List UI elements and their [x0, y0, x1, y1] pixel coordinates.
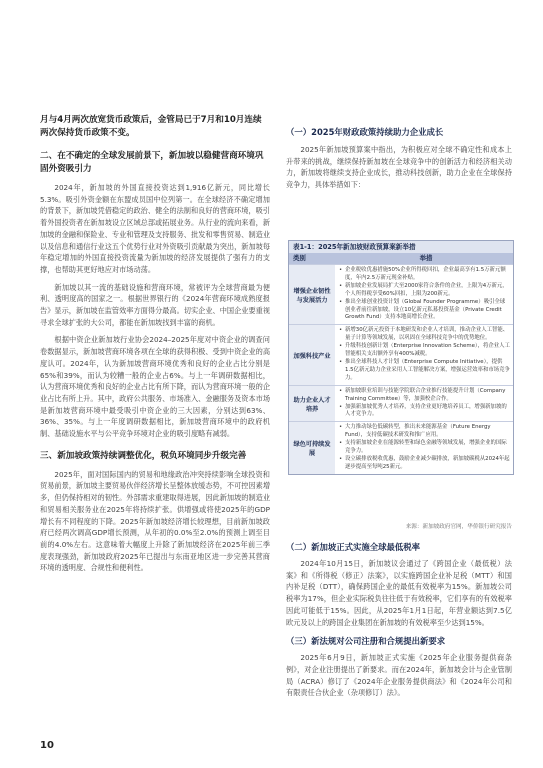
table-row: [289, 324, 513, 384]
table-row-category: 加强科技产业: [289, 325, 335, 384]
table-row-category: 增强企业韧性与发展活力: [289, 265, 335, 324]
table-row-category: 助力企业人才培养: [289, 386, 335, 422]
section-2-title: 二、在不确定的全球发展前景下，新加坡以稳健营商环境巩固外资吸引力: [40, 151, 264, 174]
table-row: [289, 264, 513, 324]
section-2-paragraph-3: 根据中资企业新加坡行业协会2024–2025年度对中资企业的调查问卷数据显示，新加坡营商环境各项在全球的获得积极、受到中资企业的高度认可。2024年，认为新加坡营商环境优秀和良好的企业占比分别是65%和39%，而认为较糟一般的企业占6%。与上一年调研数据相比，认为营商环境优秀和良好的企业占比有所下降，而认为营商环境一般的企业占比有所上升。其中，政府公共服务、市场准入、金融服务及资本市场是新加坡营商环境中最受吸引中资企业的三大因素，分别达到63%、36%、35%。与上一年度调研数据相比，新加坡营商环境中的政府机制、基础设施水平与公平竞争环境对企业的吸引度略有减弱。: [40, 335, 271, 439]
table-header-category: 类别: [293, 254, 306, 262]
page-number: 10: [40, 740, 54, 751]
table-row: [289, 385, 513, 422]
table-item: • 加强新加坡优秀人才培养，支持企业更好地培养员工，增强新加坡的人才竞争力。: [339, 404, 510, 420]
table-item: • 设立碳排放税收优惠，鼓励企业减少碳排放，新加坡碳税从2024年起逐步提高至每吨25新元。: [339, 456, 510, 472]
table-header: [289, 253, 513, 264]
subsection-2-paragraph: 2024年10月15日，新加坡议会通过了《跨国企业（最低税）法案》和《所得税（修正）法案》，以实施跨国企业补足税（MTT）和国内补足税（DTT），确保跨国企业的最低有效税率为15%。新加坡公司税率为17%，但企业实际税负往往低于有效税率，它们享有的有效税率因此可能低于15%。因此，从2025年1月1日起，年营业额达到7.5亿欧元及以上的跨国企业集团在新加坡的有效税率至少达到15%。: [286, 559, 512, 627]
section-3-title: 三、新加坡政策持续调整优化，税负环境同步升级完善: [40, 450, 247, 461]
right-column-top: [286, 126, 512, 191]
table-item: • 大力推动绿色低碳转型，推出未来能源基金（Future Energy Fund），支持低碳技术研发和推广应用。: [339, 424, 510, 440]
table-item: • 升级科技创新计划（Enterprise Innovation Scheme），将企业人工智能相关支出额外享有400%减税。: [339, 343, 510, 359]
table-row: [289, 421, 513, 473]
subsection-2-title: （二）新加坡正式实施全球最低税率: [286, 542, 420, 552]
subsection-1-title: （一）2025年财政政策持续助力企业成长: [286, 127, 444, 137]
table-row-category: 绿色可持续发展: [289, 422, 335, 473]
left-column: [40, 114, 270, 574]
table-item: • 推出全球创业投资计划（Global Founder Programme）吸引全球创业者前往新加坡，设立10亿新元私募投资基金（Private Credit Growth Fund）支持本地高增长企业。: [339, 299, 510, 323]
section-2-paragraph-2: 新加坡以其一流的基础设施和营商环境，常被评为全球营商最为便利、透明度高的国家之一。根据世界银行的《2024年营商环境成熟度报告》显示，新加坡在监管效率方面得分最高。切实企业、中国企业要重视寻求全球扩张的大公司，都能在新加坡找到丰富的商机。: [40, 282, 271, 327]
table-item: • 企业税收优惠措施50%企业所得税回扣，企业最高享有1.5万新元额度，年内2.5万新元现金补贴。: [339, 267, 510, 283]
table-item: • 支持新加坡企业在能源转型和绿色金融等领域发展，增强企业的国际竞争力。: [339, 440, 510, 456]
policy-table: [288, 240, 514, 475]
table-source: 来源：新加坡政府官网，华侨银行研究报告: [405, 524, 512, 530]
subsection-1-paragraph: 2025年新加坡预算案中指出，为积极应对全球不确定性和成本上升带来的挑战，继续保持新加坡在全球竞争中的创新活力和经济相关动力，新加坡将继续支持企业成长，推动科技创新，助力企业在全球保持竞争力，具体举措如下：: [286, 145, 512, 190]
section-2-paragraph-1: 2024年，新加坡的外国直接投资达到1,916亿新元，同比增长5.3%。吸引外资金额在东盟成员国中位列第一。在全球经济不确定增加的背景下，新加坡凭借稳定的政治、健全的法制和良好的营商环境，吸引着外国投资者在新加坡设立区域总部或拓展业务。从行业的流向来看，新加坡的金融和保险业、专业和管理及支持服务、批发和零售贸易、制造业以及信息和通信行业这五个优势行业对外资吸引贡献最为突出，新加坡每年稳定增加的外国直接投资流量为新加坡的经济发展提供了强有力的支撑，也帮助其更好地应对市场动荡。: [40, 183, 271, 274]
table-item: • 推出全球科技人才计划（Enterprise Compute Initiative），提供1.5亿新元助力企业采用人工智能解决方案，增强运营效率和市场竞争力。: [339, 359, 510, 383]
right-column-bottom: [286, 541, 512, 699]
table-header-measures: 举措: [419, 254, 433, 262]
subsection-3-title: （三）新法规对公司注册和合规提出新要求: [286, 636, 446, 647]
table-item: • 新加坡企业发展局扩大至2000家符合条件的企业，上限为4万新元，个人所得税享受60%回扣，上限为200新元。: [339, 283, 510, 299]
table-title: 表1-1：2025年新加坡财政预算案新举措: [289, 241, 513, 253]
table-item: • 新增30亿新元投资于本地研发和企业人才培训，推动企业人工智能、量子计算等领域发展，以巩固在全球科技竞争中的优势地位。: [339, 327, 510, 343]
intro-text: 月与4月两次放宽货币政策后，金管局已于7月和10月连续两次保持货币政策不变。: [40, 115, 262, 138]
table-item: • 新加坡职业培训与技能学院联合企业推行技能提升计划（Company Training Committee）等，加强校企合作。: [339, 388, 510, 404]
subsection-3-paragraph: 2025年6月9日，新加坡正式实施《2025年企业服务提供商条例》，对企业注册提出了新要求。而在2024年，新加坡会计与企业管制局（ACRA）修订了《2024年企业服务提供商法》和《2024年公司和有限责任合伙企业（杂项修订）法》。: [286, 653, 512, 698]
section-3-paragraph-1: 2025年，面对国际国内的贸易和地缘政治冲突持续影响全球投资和贸易前景，新加坡主要贸易伙伴经济增长呈整体放缓态势，不可控因素增多，但仍保持相对的韧性。外部需求重建取得进展，因此新加坡的制造业和贸易相关服务业在2025年将持续扩张。供增强或将使2025年的GDP增长有不同程度的下降。2025年新加坡经济增长较理想，目前新加坡政府已经两次调高GDP增长预测，从年初的0.0%至2.0%的预测上调至目前的4.0%左右。这意味着大幅度上升除了新加坡经济在2025年前三季度表现强劲，新加坡政府2025年已提出与东南亚地区进一步完善其营商环境的透明度、合规性和便利性。: [40, 469, 271, 573]
